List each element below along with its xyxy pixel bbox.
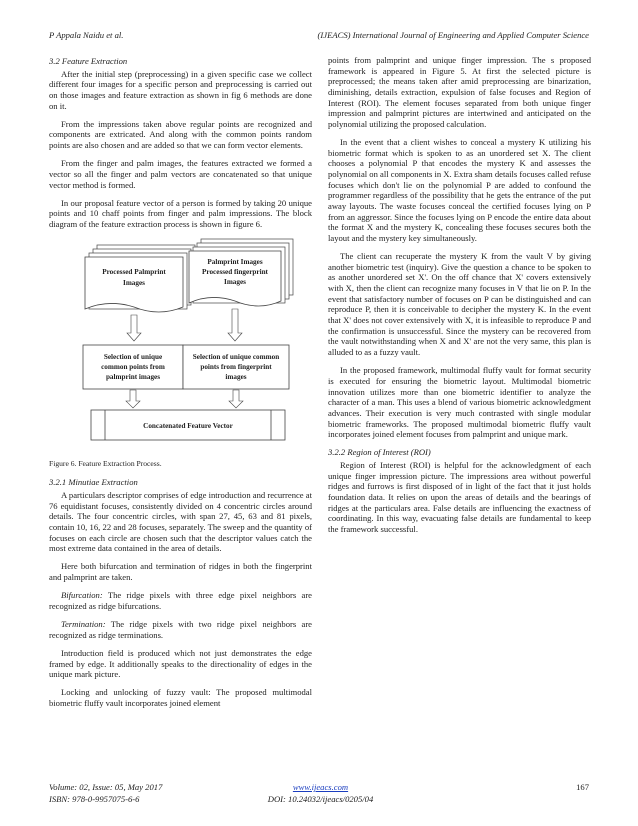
left-column bbox=[49, 56, 312, 716]
paragraph: In the proposed framework, multimodal fluffy vault for format security is executed for ensuring the biometric layout. Multimodal biometric innovation utilizes more than one biometric identifier to analyze the character of a man. This uses a blend of various biometric acknowledgment advances. Their execution is very much contrasted with single modular biometric frameworks. The proposed multimodal biometric fluffy vault incorporates joined element focuses from palmprint and unique mark. bbox=[328, 365, 591, 440]
paragraph: The client can recuperate the mystery K from the vault V by giving another biometric test (inquiry). Give the question a chance to be spoken to as another unordered set X'. On the off chance that X' covers extensively with X, then the client can recognize many focuses in V that lie on P. In the event that satisfactory number of focuses on P can be distinguished and can reproduce P, then it is conceivable to decipher the mystery K. In the event that X' does not cover extensively with X, it is infeasible to reproduce P and the confirmation is unsuccessful. Since the mystery can be recovered from the vault notwithstanding when X and X' are not the very same, this plan is alluded to as a fuzzy vault. bbox=[328, 251, 591, 358]
section-3-2-heading: 3.2 Feature Extraction bbox=[49, 56, 128, 66]
paragraph: After the initial step (preprocessing) in a given specific case we collect different four images for a specific person and preprocessing is carried out on those images and feature extraction as shown in fig 6 methods are done on it. bbox=[49, 68, 312, 111]
palmprint-selection-box bbox=[83, 345, 183, 389]
paragraph: From the impressions taken above regular points are recognized and components are extricated. And along with the common points random points are also chosen and are added so that we can form vector elements. bbox=[49, 118, 312, 151]
box3-line2: common points from bbox=[101, 363, 165, 372]
section-3-2-2-heading: 3.2.2 Region of Interest (ROI) bbox=[328, 447, 431, 458]
figure-6-block-diagram bbox=[49, 237, 312, 455]
footer-volume: Volume: 02, Issue: 05, May 2017 bbox=[49, 782, 163, 792]
figure-6-caption: Figure 6. Feature Extraction Process. bbox=[49, 459, 162, 469]
box3-line3: palmprint images bbox=[105, 373, 161, 382]
bifurcation-text: The ridge pixels with three edge pixel neighbors are recognized as ridge bifurcations. bbox=[49, 590, 312, 611]
box4-line1: Selection of unique common bbox=[192, 353, 280, 362]
box4-line2: points from fingerprint bbox=[200, 363, 272, 372]
footer-doi: DOI: 10.24032/ijeacs/0205/04 bbox=[267, 794, 374, 804]
journal-website-link[interactable]: www.ijeacs.com bbox=[292, 782, 349, 792]
paragraph: Region of Interest (ROI) is helpful for the acknowledgment of each unique finger impression picture. The impressions area without powerful ridges and furrows is first disposed of in light of the fact that it just holds foundation data. It relies on upon the areas of details and the bearings of ridges at the particulars area. False details are influencing the exactness of coordinating. In this way, evacuating false details are fundamental to keep the framework successful. bbox=[328, 459, 591, 534]
termination-paragraph bbox=[49, 619, 312, 640]
termination-text: The ridge pixels with two ridge pixel neighbors are recognized as ridge terminations. bbox=[49, 619, 312, 640]
paragraph: From the finger and palm images, the features extracted we formed a vector so all the finger and palm vectors are concatenated so that unique vector method is formed. bbox=[49, 158, 312, 190]
footer-isbn: ISBN: 978-0-9957075-6-6 bbox=[49, 794, 140, 804]
paragraph: A particulars descriptor comprises of edge introduction and recurrence at 76 equidistant focuses, consistently divided on 4 concentric circles around details. The four concentric circles, with span 27, 45, 63 and 81 pixels, contain 10, 16, 22 and 28 focuses, separately. The sweep and the quantity of focuses on each circle are chosen such that the descriptor values catch the most extreme data contained in the area of details. bbox=[49, 490, 312, 554]
box5-label: Concatenated Feature Vector bbox=[143, 422, 233, 431]
paragraph: In the event that a client wishes to conceal a mystery K utilizing his biometric format which is spoken to as an unordered set X. The client chooses a polynomial P that encodes the mystery K and assesses the polynomial on all components in X. Extra sham details focuses called refuse focuses which don't lie on the polynomial P are added to confound the programmer regardless of the possibility that he gets the entrance of the put away layouts. The waste focuses conceal the certified focuses lying on P from an aggressor. Since the focuses lying on P encode the entire data about the format X and the mystery K, concealing these focuses secures both the layout and the mystery key simultaneously. bbox=[328, 137, 591, 243]
bifurcation-paragraph bbox=[49, 590, 312, 611]
arrow-down-left-2 bbox=[126, 390, 140, 408]
box1-line2: Images bbox=[123, 279, 145, 288]
bifurcation-label: Bifurcation: bbox=[61, 590, 103, 601]
footer-web-info bbox=[263, 781, 378, 805]
processed-palmprint-stack bbox=[85, 245, 195, 312]
paragraph: In our proposal feature vector of a person is formed by taking 20 unique points and 10 chaff points from finger and palm impressions. The block diagram of the feature extraction process is shown in figure 6. bbox=[49, 197, 312, 230]
paragraph: Here both bifurcation and termination of ridges in both the fingerprint and palmprint are taken. bbox=[49, 561, 312, 583]
paragraph: Introduction field is produced which not just demonstrates the edge framed by edge. It additionally speaks to the directionality of edges in the unique mark picture. bbox=[49, 647, 312, 680]
box2-line2: Processed fingerprint bbox=[202, 268, 268, 277]
concatenated-feature-vector-box bbox=[91, 410, 285, 440]
right-column bbox=[328, 55, 591, 542]
running-header-authors: P Appala Naidu et al. bbox=[49, 30, 124, 40]
box4-line3: images bbox=[225, 373, 247, 382]
termination-label: Termination: bbox=[61, 619, 106, 630]
footer-volume-info bbox=[49, 781, 162, 805]
fingerprint-selection-box bbox=[183, 345, 289, 389]
paragraph: points from palmprint and unique finger impression. The s proposed framework is appeared in Figure 5. At first the selected picture is preprocessed; the means taken after amid preprocessing are binarization, diminishing, details extraction, expulsion of false focuses and Region of Interest (ROI). The element focuses separated from both unique finger impression and palmprint pictures are intertwined and anticipated on the polynomial utilizing the proposed calculation. bbox=[328, 55, 591, 129]
box2-line1: Palmprint Images bbox=[207, 258, 263, 267]
arrow-down-left bbox=[127, 315, 141, 341]
arrow-down-right bbox=[228, 309, 242, 341]
arrow-down-right-2 bbox=[229, 390, 243, 408]
page-number: 167 bbox=[576, 782, 589, 792]
box2-line3: Images bbox=[224, 278, 246, 287]
box1-line1: Processed Palmprint bbox=[102, 268, 166, 277]
paragraph: Locking and unlocking of fuzzy vault: The proposed multimodal biometric fluffy vault incorporates joined element bbox=[49, 687, 312, 708]
box3-line1: Selection of unique bbox=[103, 353, 163, 362]
section-3-2-1-heading: 3.2.1 Minutiae Extraction bbox=[49, 477, 138, 488]
processed-fingerprint-stack bbox=[189, 239, 293, 306]
running-header-journal: (IJEACS) International Journal of Engineering and Applied Computer Science bbox=[317, 30, 589, 40]
